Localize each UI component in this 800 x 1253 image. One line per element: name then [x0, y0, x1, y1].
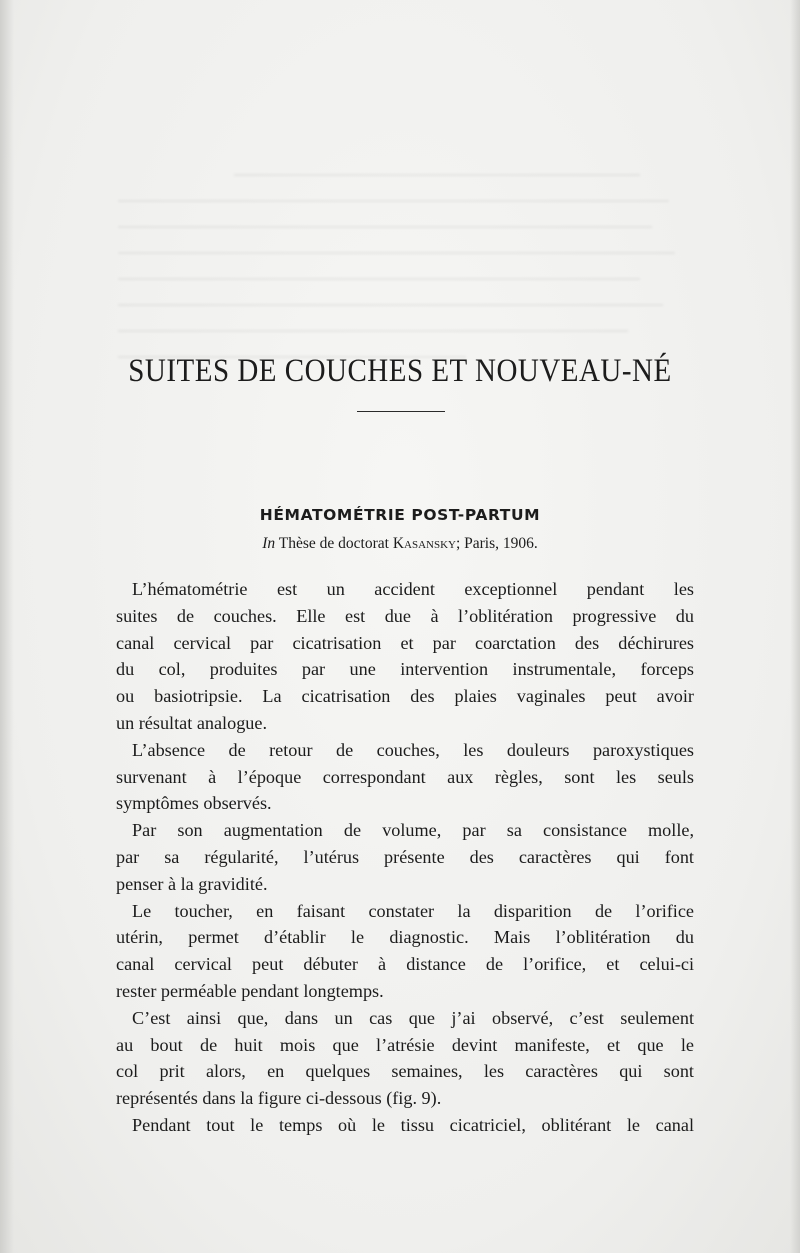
- source-citation: [0, 534, 800, 554]
- paragraph-line: C’est ainsi que, dans un cas que j’ai observé, c’est seulement: [132, 1007, 694, 1028]
- paragraph-line: L’hématométrie est un accident exceptionnel pendant les: [132, 579, 694, 599]
- paragraph: [116, 737, 694, 817]
- paragraph-line: au bout de huit mois que l’atrésie devint manifeste, et que le: [116, 1034, 694, 1055]
- paragraph-line: représentés dans la figure ci-dessous (fig. 9).: [116, 1088, 442, 1109]
- paragraph: [116, 898, 694, 1005]
- paragraph: [116, 1112, 694, 1139]
- paragraph: [116, 1005, 694, 1112]
- title-divider-rule: [357, 411, 445, 412]
- section-heading: HÉMATOMÉTRIE POST-PARTUM: [259, 506, 541, 524]
- show-through-ghost-text: [118, 150, 698, 380]
- paragraph-line: du col, produites par une intervention instrumentale, forceps: [116, 659, 694, 680]
- paragraph-line: canal cervical par cicatrisation et par coarctation des déchirures: [116, 632, 694, 653]
- paragraph-line: survenant à l’époque correspondant aux règles, sont les seuls: [116, 766, 694, 787]
- page-edge-shadow-right: [790, 0, 800, 1253]
- paragraph-line: L’absence de retour de couches, les douleurs paroxystiques: [132, 739, 694, 760]
- chapter-title: SUITES DE COUCHES ET NOUVEAU-NÉ: [128, 353, 672, 389]
- paragraph-line: canal cervical peut débuter à distance de l’orifice, et celui-ci: [116, 954, 694, 975]
- paragraph: [116, 817, 694, 897]
- paragraph-line: Le toucher, en faisant constater la disparition de l’orifice: [132, 900, 694, 921]
- paragraph-line: col prit alors, en quelques semaines, les caractères qui sont: [116, 1061, 694, 1082]
- source-author: Kasansky: [392, 535, 456, 552]
- paragraph: [116, 576, 694, 737]
- source-middle: Thèse de doctorat: [278, 535, 389, 552]
- paragraph-line: utérin, permet d’établir le diagnostic. Mais l’oblitération du: [116, 927, 694, 948]
- paragraph-line: rester perméable pendant longtemps.: [116, 980, 384, 1001]
- paragraph-line: suites de couches. Elle est due à l’oblitération progressive du: [116, 605, 694, 626]
- body-text: [116, 576, 694, 1139]
- page-edge-shadow-left: [0, 0, 14, 1253]
- paragraph-line: par sa régularité, l’utérus présente des caractères qui font: [116, 846, 694, 867]
- source-suffix: ; Paris, 1906.: [455, 535, 538, 552]
- paragraph-line: symptômes observés.: [116, 793, 272, 814]
- paragraph-line: Pendant tout le temps où le tissu cicatriciel, oblitérant le canal: [132, 1114, 694, 1135]
- paragraph-line: Par son augmentation de volume, par sa consistance molle,: [132, 820, 694, 841]
- source-prefix: In: [262, 535, 276, 552]
- paragraph-line: ou basiotripsie. La cicatrisation des plaies vaginales peut avoir: [116, 686, 694, 707]
- paragraph-line: penser à la gravidité.: [116, 873, 268, 894]
- paragraph-line: un résultat analogue.: [116, 712, 268, 733]
